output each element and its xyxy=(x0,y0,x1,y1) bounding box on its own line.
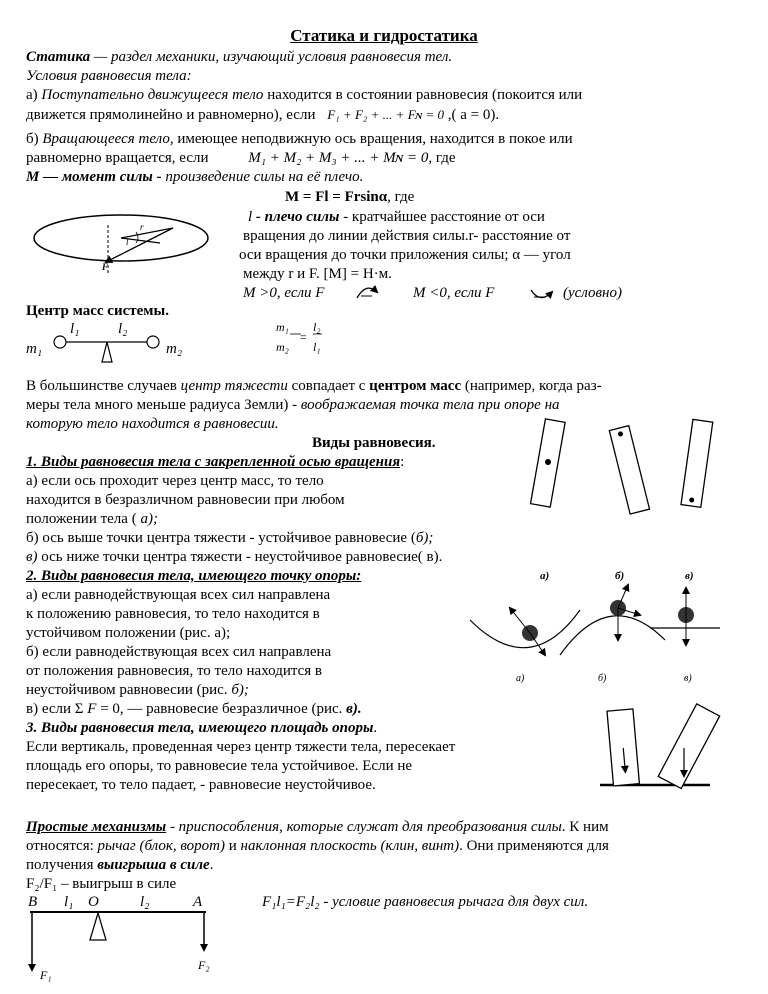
mass2-ball-icon xyxy=(147,336,159,348)
cm-l1: l₁ xyxy=(70,321,80,337)
condition-a-tail: ,( a = 0). xyxy=(444,107,500,123)
fig2-label-c: в) xyxy=(684,673,692,684)
s2-c-a: в) если Σ xyxy=(26,701,88,717)
s3-line1: Если вертикаль, проведенная через центр тяжести тела, пересекает xyxy=(26,739,456,755)
mass-center-term: центром масс xyxy=(369,378,462,394)
equilibrium-heading: Виды равновесия. xyxy=(312,435,436,451)
conditions-heading-text: Условия равновесия тела xyxy=(26,68,187,84)
s1-heading: 1. Виды равновесия тела с закрепленной осью вращения xyxy=(26,454,401,470)
s1-b-text: б) ось выше точки центра тяжести - устойчивое равновесие ( xyxy=(26,530,416,546)
s1-c-italic: в) xyxy=(26,549,38,565)
condition-b-prefix: б) xyxy=(26,131,43,147)
gravity-line1-a: В большинстве случаев xyxy=(26,378,181,394)
condition-a-text1: находится в состоянии равновесия (покоится или xyxy=(263,87,583,103)
condition-a-prefix: а) xyxy=(26,87,42,103)
arm-symbol: l xyxy=(248,209,253,225)
block-falling-icon xyxy=(658,704,719,789)
center-mass-diagram xyxy=(54,336,159,362)
gravity-line2-i: воображаемая точка тела при опоре на xyxy=(300,397,560,413)
mechanisms-def: - приспособления, которые служат для преобразования силы xyxy=(166,819,562,835)
s3-line3: пересекает, то тело падает, - равновесие неустойчивое. xyxy=(26,777,376,793)
moment-formula-tail: , где xyxy=(387,189,415,205)
s1-a3-italic: а); xyxy=(140,511,158,527)
statics-definition-text: — раздел механики, изучающий условия равновесия тел. xyxy=(90,49,453,65)
s2-a3: устойчивом положении (рис. а); xyxy=(26,625,231,641)
fixed-axis-figures xyxy=(531,419,713,514)
ratio-num-left: m₁ xyxy=(276,320,289,334)
s1-c-text: ось ниже точки центра тяжести - неустойчивое равновесие( в). xyxy=(37,549,443,565)
lever-label-F2: F₂ xyxy=(198,958,210,972)
mechanisms-term: Простые механизмы xyxy=(26,819,167,835)
s2-b2: от положения равновесия, то тело находится в xyxy=(26,663,322,679)
gain-definition: F₂/F₁ – выигрыш в силе xyxy=(26,876,177,892)
center-mass-heading: Центр масс системы. xyxy=(26,303,169,319)
mechanisms-l2-b: и xyxy=(225,838,241,854)
cm-m1: m₁ xyxy=(26,341,43,357)
arm-text3: оси вращения до точки приложения силы; α — угол xyxy=(239,247,571,263)
arm-text1: - кратчайшее расстояние от оси xyxy=(339,209,545,225)
moment-term: M — момент силы - xyxy=(26,169,162,185)
ball-a-arrow1 xyxy=(510,608,530,633)
cm-m2: m₂ xyxy=(166,341,183,357)
condition-b-italic: Вращающееся тело, xyxy=(42,131,174,147)
s2-heading: 2. Виды равновесия тела, имеющего точку опоры: xyxy=(26,568,362,584)
s3-line2: площадь его опоры, то равновесие тела устойчивое. Если не xyxy=(26,758,413,774)
ratio-eq: = xyxy=(300,330,307,344)
page-title: Статика и гидростатика xyxy=(290,26,478,45)
gravity-line1-b: совпадает с xyxy=(287,378,370,394)
mechanisms-l2-c: . Они применяются для xyxy=(459,838,609,854)
disk-angle-arc-icon xyxy=(136,232,138,243)
sign-negative: M <0, если F xyxy=(413,285,495,301)
condition-a-italic: Поступательно движущееся тело xyxy=(41,87,264,103)
disk-label-l: l xyxy=(126,237,129,247)
lever-label-F1: F₁ xyxy=(40,968,52,982)
rod-b-icon xyxy=(609,426,649,514)
fig1-label-b: б) xyxy=(615,570,625,582)
mechanisms-def-tail: . К ним xyxy=(561,819,609,835)
disk-label-r: r xyxy=(140,222,144,232)
rod-c-icon xyxy=(681,419,713,507)
s2-a2: к положению равновесия, то тело находится в xyxy=(26,606,320,622)
rod-a-icon xyxy=(531,419,566,507)
mechanisms-l2-a: относятся: xyxy=(26,838,98,854)
disk-label-F: F xyxy=(102,262,109,272)
rotation-ccw-icon xyxy=(357,288,377,298)
fig1-label-c: в) xyxy=(685,570,694,582)
s2-c-italic: в). xyxy=(346,701,362,717)
lever-fulcrum-icon xyxy=(90,913,106,940)
s1-a3-text: положении тела ( xyxy=(26,511,141,527)
s2-c-force: F xyxy=(87,701,97,717)
conditions-colon: : xyxy=(186,68,192,84)
s1-a1: а) если ось проходит через центр масс, то тело xyxy=(26,473,324,489)
mechanisms-l3-c: . xyxy=(209,857,214,873)
sign-positive: M >0, если F xyxy=(243,285,325,301)
moment-definition-text: произведение силы на её плечо. xyxy=(161,169,364,185)
rotation-cw-icon xyxy=(531,290,552,298)
condition-b-text2: равномерно вращается, если xyxy=(26,150,209,166)
s2-b3-italic: б); xyxy=(231,682,249,698)
ratio-den-right: l₁ xyxy=(313,340,321,354)
s2-c-b: = 0, — равновесие безразличное (рис. xyxy=(96,701,347,717)
fig1-label-a: а) xyxy=(540,570,550,582)
gravity-line2-a: меры тела много меньше радиуса Земли) - xyxy=(26,397,301,413)
sign-note: (условно) xyxy=(563,285,622,301)
lever-label-l1: l₁ xyxy=(64,894,74,910)
force-sum-formula: F₁ + F₂ + ... + Fɴ = 0 xyxy=(327,107,445,122)
fig2-label-a: а) xyxy=(516,673,525,684)
s1-a2: находится в безразличном равновесии при любом xyxy=(26,492,345,508)
point-support-figures xyxy=(470,585,720,655)
arm-term: - плечо силы xyxy=(252,209,340,225)
gravity-line1-c: (например, когда раз- xyxy=(461,378,602,394)
s1-colon: : xyxy=(400,454,405,470)
lever-diagram xyxy=(30,912,206,970)
convex-surface xyxy=(560,616,665,655)
condition-a-text2: движется прямолинейно и равномерно), если xyxy=(26,107,316,123)
fig2-label-b: б) xyxy=(598,673,607,684)
arm-text4: между r и F. [M] = Н·м. xyxy=(243,266,392,282)
lever-formula: F₁l₁=F₂l₂ xyxy=(262,894,320,910)
gravity-line3: которую тело находится в равновесии. xyxy=(26,416,279,432)
mass1-ball-icon xyxy=(54,336,66,348)
arm-text2: вращения до линии действия силы.r- расстояние от xyxy=(243,228,571,244)
lever-condition: - условие равновесия рычага для двух сил. xyxy=(319,894,589,910)
lever-label-O: O xyxy=(88,894,99,910)
cm-l2: l₂ xyxy=(118,321,128,337)
moment-formula: M = Fl = Frsinα xyxy=(285,189,388,205)
rotating-disk-diagram xyxy=(34,215,208,275)
ratio-den-left: m₂ xyxy=(276,340,289,354)
ratio-num-right: l₂ xyxy=(313,320,321,334)
s2-a1: а) если равнодействующая всех сил направлена xyxy=(26,587,331,603)
s1-b-italic: б); xyxy=(415,530,434,546)
area-support-figures xyxy=(600,704,720,789)
lever-label-l2: l₂ xyxy=(140,894,150,910)
condition-b-text1: имеющее неподвижную ось вращения, находится в покое или xyxy=(173,131,573,147)
s3-dot: . xyxy=(373,720,378,736)
block-stable-icon xyxy=(607,709,639,786)
lever-label-B: B xyxy=(28,894,38,910)
condition-b-tail: где xyxy=(432,150,456,166)
gravity-term: центр тяжести xyxy=(180,378,288,394)
mechanisms-gain-term: выигрыша в силе xyxy=(97,857,210,873)
disk-force-arrow-icon xyxy=(106,228,173,262)
mechanisms-lever: рычаг (блок, ворот) xyxy=(97,838,225,854)
moment-sum-formula: M₁ + M₂ + M₃ + ... + Mɴ = 0, xyxy=(248,150,433,166)
s2-b3-text: неустойчивом равновесии (рис. xyxy=(26,682,232,698)
s3-heading: 3. Виды равновесия тела, имеющего площадь опоры xyxy=(26,720,374,736)
statics-term: Статика xyxy=(26,49,91,65)
mechanisms-incline: наклонная плоскость (клин, винт) xyxy=(240,838,460,854)
lever-label-A: A xyxy=(193,894,203,910)
cm-fulcrum-icon xyxy=(102,342,112,362)
disk-radius-line xyxy=(121,228,173,238)
s2-b1: б) если равнодействующая всех сил направлена xyxy=(26,644,332,660)
mechanisms-l3-a: получения xyxy=(26,857,98,873)
